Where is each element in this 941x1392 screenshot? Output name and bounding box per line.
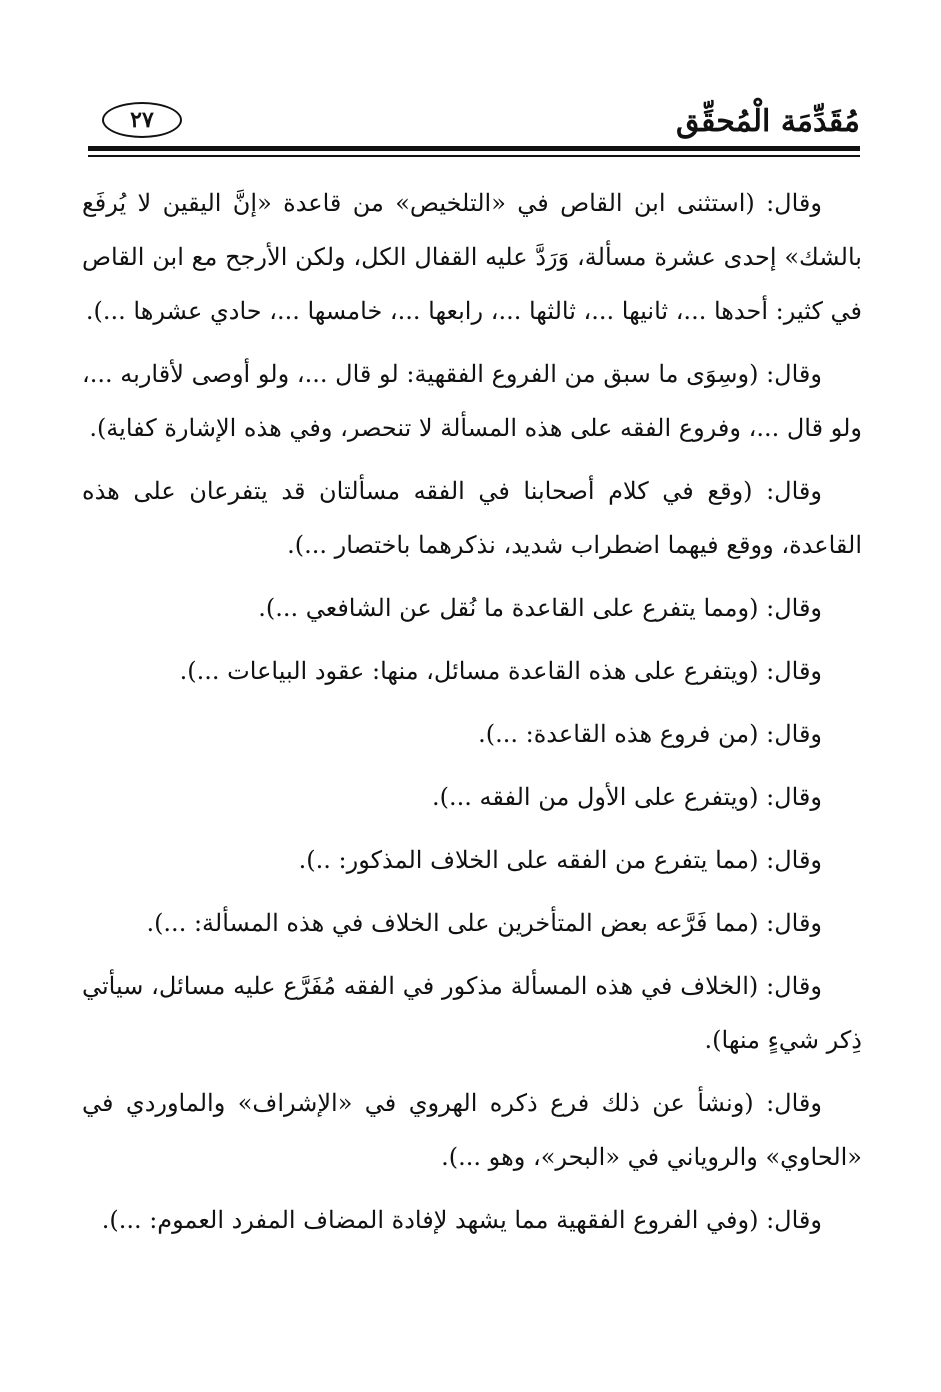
paragraph: وقال: (من فروع هذه القاعدة: ...). xyxy=(478,720,822,748)
running-title: مُقَدِّمَة الْمُحقِّق xyxy=(676,104,860,139)
paragraph: وقال: (وفي الفروع الفقهية مما يشهد لإفادة المضاف المفرد العموم: ...). xyxy=(101,1206,822,1234)
paragraph: وقال: (مما يتفرع من الفقه على الخلاف المذكور: ..). xyxy=(298,846,822,874)
paragraph: وقال: (استثنى ابن القاص في «التلخيص» من قاعدة «إنَّ اليقين لا يُرفَع بالشك» إحدى عشرة مسألة، وَرَدَّ عليه القفال الكل، ولكن الأرجح مع ابن القاص في كثير: أحدها ...، ثانيها ...، ثالثها ...، رابعها ...، خامسها ...، حادي عشرها ...). xyxy=(82,189,862,325)
header-rule-thick xyxy=(88,146,860,151)
paragraph: وقال: (الخلاف في هذه المسألة مذكور في الفقه مُفَرَّع عليه مسائل، سيأتي ذِكر شيءٍ منها). xyxy=(82,972,862,1054)
paragraph: وقال: (ويتفرع على الأول من الفقه ...). xyxy=(431,783,822,811)
paragraph: وقال: (ونشأ عن ذلك فرع ذكره الهروي في «الإشراف» والماوردي في «الحاوي» والروياني في «البحر»، وهو ...). xyxy=(82,1089,862,1171)
paragraph: وقال: (ومما يتفرع على القاعدة ما نُقل عن الشافعي ...). xyxy=(258,594,822,622)
paragraph: وقال: (مما فَرَّعه بعض المتأخرين على الخلاف في هذه المسألة: ...). xyxy=(146,909,822,937)
body-text xyxy=(82,176,862,1256)
header-rule-thin xyxy=(88,155,860,157)
paragraph: وقال: (ويتفرع على هذه القاعدة مسائل، منها: عقود البياعات ...). xyxy=(179,657,822,685)
page-number: ٢٧ xyxy=(102,102,182,138)
paragraph: وقال: (وقع في كلام أصحابنا في الفقه مسألتان قد يتفرعان على هذه القاعدة، ووقع فيهما اضطراب شديد، نذكرهما باختصار ...). xyxy=(82,477,862,559)
page-header xyxy=(88,96,860,152)
paragraph: وقال: (وسِوَى ما سبق من الفروع الفقهية: لو قال ...، ولو أوصى لأقاربه ...، ولو قال ...، وفروع الفقه على هذه المسألة لا تنحصر، وفي هذه الإشارة كفاية). xyxy=(82,360,862,442)
